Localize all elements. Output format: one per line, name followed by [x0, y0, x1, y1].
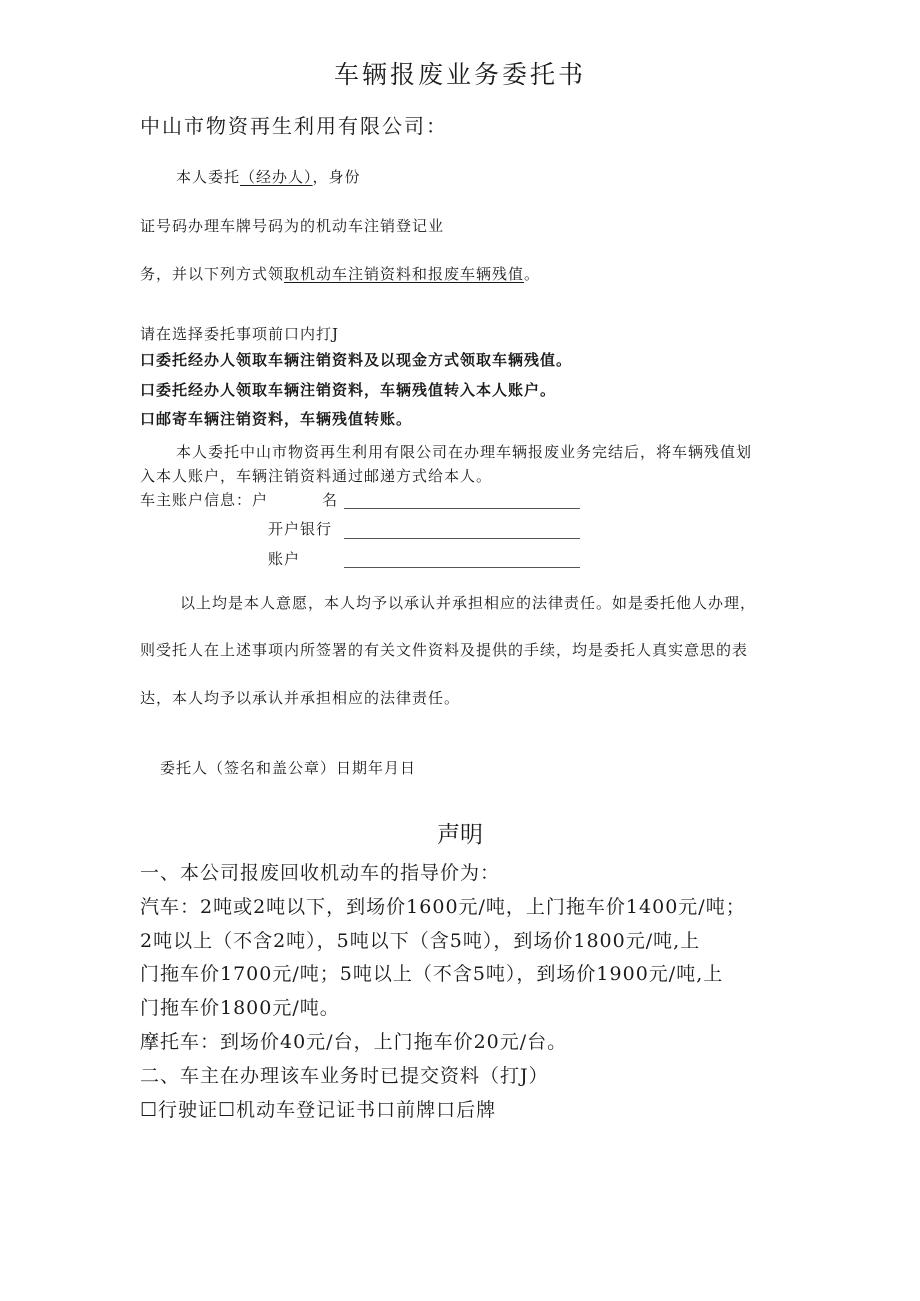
delegate-line-2: 入本人账户，车辆注销资料通过邮递方式给本人。	[140, 467, 493, 485]
signature-line: 委托人（签名和盖公章）日期年月日	[160, 759, 417, 777]
account-name-label: 名	[322, 491, 339, 509]
account-bank-label: 开户银行	[268, 520, 333, 538]
declaration-line: 门拖车价1700元/吨；5吨以上（不含5吨），到场价1900元/吨,上	[140, 963, 724, 985]
declaration-line: 一、本公司报废回收机动车的指导价为：	[140, 862, 501, 884]
intro-text: 务，并以下列方式领	[140, 265, 285, 283]
responsibility-line-2: 则受托人在上述事项内所签署的有关文件资料及提供的手续，均是委托人真实意思的表	[140, 641, 749, 659]
account-name-line	[344, 508, 580, 509]
declaration-title: 声明	[437, 822, 483, 848]
agent-field: （经办人）	[240, 168, 313, 186]
intro-line-1	[176, 170, 361, 185]
document-checklist: ☐行驶证☐机动车登记证书口前牌口后牌	[140, 1099, 497, 1121]
account-label: 车主账户信息：户	[140, 491, 269, 509]
select-prompt: 请在选择委托事项前口内打J	[140, 325, 340, 343]
account-bank-line	[344, 538, 580, 539]
declaration-line: 门拖车价1800元/吨。	[140, 997, 340, 1019]
delegate-line-1: 本人委托中山市物资再生利用有限公司在办理车辆报废业务完结后，将车辆残值划	[176, 443, 753, 461]
document-title: 车辆报废业务委托书	[333, 60, 586, 89]
option-cash: 口委托经办人领取车辆注销资料及以现金方式领取车辆残值。	[140, 351, 573, 369]
declaration-line: 摩托车：到场价40元/台，上门拖车价20元/台。	[140, 1031, 568, 1053]
underlined-phrase: 取机动车注销资料和报废车辆残值	[284, 265, 525, 283]
account-number-label: 账户	[268, 550, 301, 568]
account-number-line	[344, 567, 580, 568]
option-mail: 口邮寄车辆注销资料，车辆残值转账。	[140, 410, 413, 428]
intro-text: 本人委托	[176, 168, 241, 186]
addressee: 中山市物资再生利用有限公司：	[140, 114, 448, 138]
declaration-line: 二、车主在办理该车业务时已提交资料（打J）	[140, 1065, 549, 1087]
responsibility-line-3: 达，本人均予以承认并承担相应的法律责任。	[140, 689, 461, 707]
option-transfer: 口委托经办人领取车辆注销资料，车辆残值转入本人账户。	[140, 381, 557, 399]
intro-text: ，身份	[312, 168, 361, 186]
responsibility-line-1: 以上均是本人意愿，本人均予以承认并承担相应的法律责任。如是委托他人办理，	[180, 594, 757, 612]
intro-text: 。	[524, 265, 541, 283]
intro-line-3	[140, 267, 540, 282]
intro-line-2: 证号码办理车牌号码为的机动车注销登记业	[140, 217, 445, 235]
declaration-line: 2吨以上（不含2吨），5吨以下（含5吨），到场价1800元/吨,上	[140, 930, 701, 952]
declaration-line: 汽车：2吨或2吨以下，到场价1600元/吨，上门拖车价1400元/吨；	[140, 896, 746, 918]
